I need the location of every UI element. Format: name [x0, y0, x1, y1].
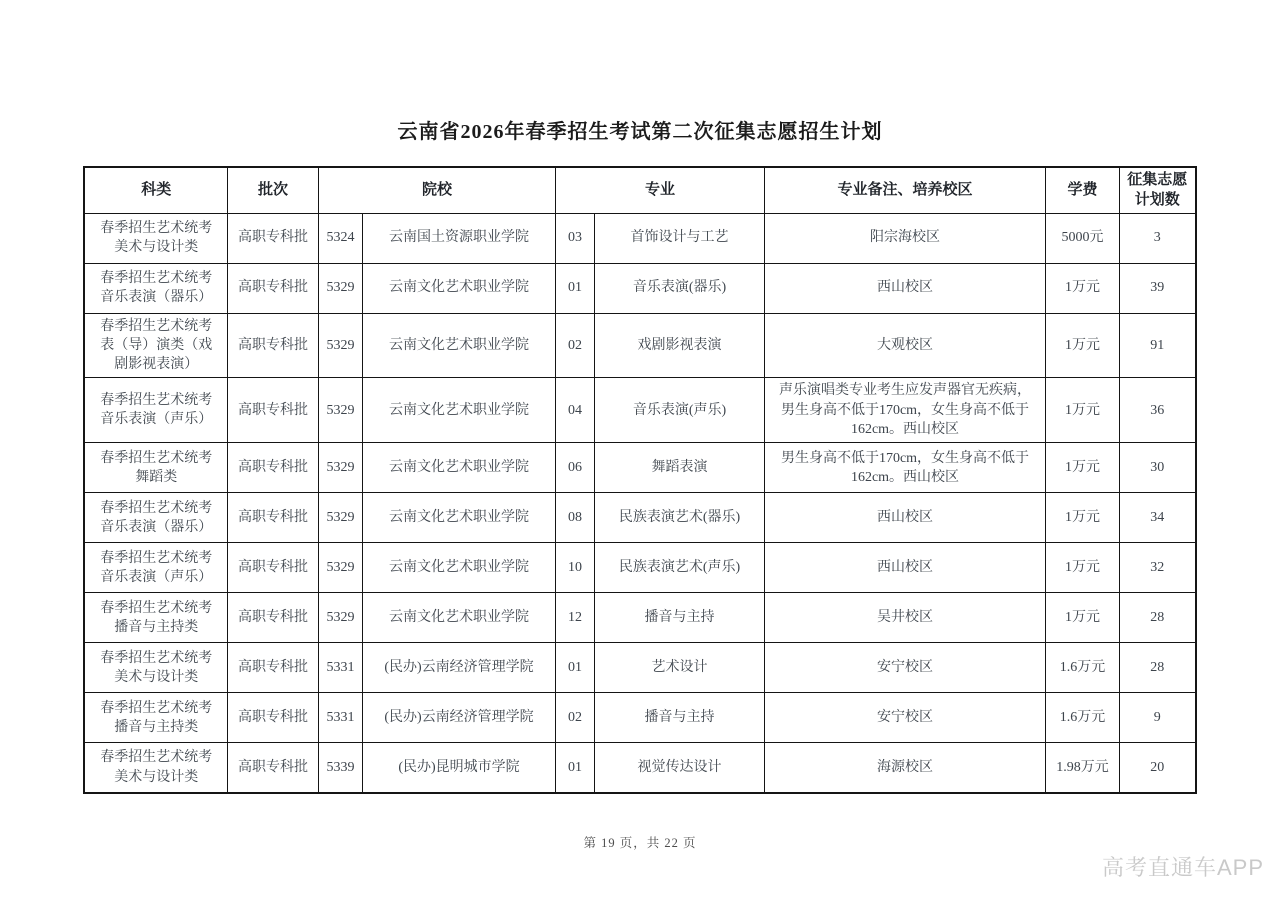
column-header-remark: 专业备注、培养校区: [765, 167, 1046, 213]
cell-batch: 高职专科批: [227, 313, 318, 378]
cell-college-name: 云南文化艺术职业学院: [362, 543, 555, 593]
cell-batch: 高职专科批: [227, 263, 318, 313]
cell-batch: 高职专科批: [227, 443, 318, 493]
cell-major-name: 播音与主持: [595, 693, 765, 743]
column-header-tuition: 学费: [1046, 167, 1120, 213]
cell-college-code: 5331: [318, 693, 362, 743]
table-row: [84, 643, 1195, 693]
column-header-category: 科类: [84, 167, 227, 213]
cell-major-code: 02: [556, 693, 595, 743]
cell-plan-count: 32: [1120, 543, 1196, 593]
page-title: 云南省2026年春季招生考试第二次征集志愿招生计划: [397, 121, 883, 143]
cell-category: 春季招生艺术统考音乐表演（声乐）: [84, 378, 227, 443]
cell-batch: 高职专科批: [227, 378, 318, 443]
cell-major-name: 音乐表演(器乐): [595, 263, 765, 313]
cell-plan-count: 3: [1120, 213, 1196, 263]
cell-plan-count: 30: [1120, 443, 1196, 493]
cell-tuition: 1万元: [1046, 543, 1120, 593]
cell-college-name: 云南文化艺术职业学院: [362, 443, 555, 493]
table-row: [84, 693, 1195, 743]
cell-tuition: 1万元: [1046, 493, 1120, 543]
cell-college-code: 5331: [318, 643, 362, 693]
cell-major-code: 04: [556, 378, 595, 443]
cell-batch: 高职专科批: [227, 543, 318, 593]
cell-plan-count: 91: [1120, 313, 1196, 378]
cell-category: 春季招生艺术统考音乐表演（声乐）: [84, 543, 227, 593]
cell-plan-count: 28: [1120, 593, 1196, 643]
cell-category: 春季招生艺术统考美术与设计类: [84, 743, 227, 793]
cell-category: 春季招生艺术统考播音与主持类: [84, 593, 227, 643]
cell-college-code: 5329: [318, 543, 362, 593]
cell-tuition: 1.98万元: [1046, 743, 1120, 793]
cell-batch: 高职专科批: [227, 493, 318, 543]
cell-college-name: (民办)云南经济管理学院: [362, 643, 555, 693]
cell-college-code: 5339: [318, 743, 362, 793]
table-row: [84, 443, 1195, 493]
cell-major-code: 01: [556, 263, 595, 313]
table-row: [84, 263, 1195, 313]
cell-tuition: 1万元: [1046, 263, 1120, 313]
cell-college-code: 5329: [318, 443, 362, 493]
column-header-college: 院校: [318, 167, 555, 213]
cell-plan-count: 36: [1120, 378, 1196, 443]
cell-major-code: 08: [556, 493, 595, 543]
cell-remark: 吴井校区: [765, 593, 1046, 643]
watermark: 高考直通车APP: [1101, 855, 1264, 880]
cell-college-name: 云南文化艺术职业学院: [362, 593, 555, 643]
table-row: [84, 743, 1195, 793]
cell-major-code: 10: [556, 543, 595, 593]
cell-batch: 高职专科批: [227, 593, 318, 643]
cell-college-name: 云南国土资源职业学院: [362, 213, 555, 263]
cell-category: 春季招生艺术统考表（导）演类（戏剧影视表演）: [84, 313, 227, 378]
cell-remark: 西山校区: [765, 263, 1046, 313]
cell-major-name: 戏剧影视表演: [595, 313, 765, 378]
cell-tuition: 1万元: [1046, 378, 1120, 443]
column-header-batch: 批次: [227, 167, 318, 213]
cell-college-name: 云南文化艺术职业学院: [362, 378, 555, 443]
cell-tuition: 1万元: [1046, 313, 1120, 378]
table-row: [84, 493, 1195, 543]
cell-batch: 高职专科批: [227, 743, 318, 793]
page-footer: 第 19 页，共 22 页: [583, 836, 697, 850]
cell-major-code: 01: [556, 743, 595, 793]
cell-major-code: 02: [556, 313, 595, 378]
cell-college-code: 5324: [318, 213, 362, 263]
cell-major-code: 12: [556, 593, 595, 643]
cell-remark: 男生身高不低于170cm，女生身高不低于162cm。西山校区: [765, 443, 1046, 493]
table-row: [84, 313, 1195, 378]
cell-major-name: 播音与主持: [595, 593, 765, 643]
cell-remark: 安宁校区: [765, 643, 1046, 693]
cell-major-name: 视觉传达设计: [595, 743, 765, 793]
cell-tuition: 1.6万元: [1046, 693, 1120, 743]
cell-batch: 高职专科批: [227, 643, 318, 693]
cell-major-code: 03: [556, 213, 595, 263]
cell-remark: 安宁校区: [765, 693, 1046, 743]
table-row: [84, 378, 1195, 443]
cell-tuition: 1万元: [1046, 593, 1120, 643]
admission-plan-table: [83, 166, 1196, 794]
cell-college-name: 云南文化艺术职业学院: [362, 493, 555, 543]
cell-remark: 西山校区: [765, 543, 1046, 593]
cell-batch: 高职专科批: [227, 693, 318, 743]
cell-major-name: 舞蹈表演: [595, 443, 765, 493]
cell-tuition: 1.6万元: [1046, 643, 1120, 693]
cell-plan-count: 39: [1120, 263, 1196, 313]
cell-batch: 高职专科批: [227, 213, 318, 263]
cell-major-name: 艺术设计: [595, 643, 765, 693]
cell-plan-count: 28: [1120, 643, 1196, 693]
cell-category: 春季招生艺术统考音乐表演（器乐）: [84, 493, 227, 543]
cell-college-name: (民办)云南经济管理学院: [362, 693, 555, 743]
cell-college-code: 5329: [318, 378, 362, 443]
cell-college-name: 云南文化艺术职业学院: [362, 313, 555, 378]
cell-tuition: 5000元: [1046, 213, 1120, 263]
cell-college-code: 5329: [318, 313, 362, 378]
cell-college-code: 5329: [318, 493, 362, 543]
column-header-plan-count: 征集志愿计划数: [1120, 167, 1196, 213]
cell-college-code: 5329: [318, 593, 362, 643]
cell-plan-count: 9: [1120, 693, 1196, 743]
cell-remark: 声乐演唱类专业考生应发声器官无疾病，男生身高不低于170cm，女生身高不低于162cm。西山校区: [765, 378, 1046, 443]
column-header-major: 专业: [556, 167, 765, 213]
cell-college-name: (民办)昆明城市学院: [362, 743, 555, 793]
cell-major-name: 首饰设计与工艺: [595, 213, 765, 263]
cell-category: 春季招生艺术统考美术与设计类: [84, 213, 227, 263]
cell-college-name: 云南文化艺术职业学院: [362, 263, 555, 313]
cell-remark: 西山校区: [765, 493, 1046, 543]
cell-category: 春季招生艺术统考舞蹈类: [84, 443, 227, 493]
table-row: [84, 593, 1195, 643]
cell-major-name: 音乐表演(声乐): [595, 378, 765, 443]
cell-major-name: 民族表演艺术(声乐): [595, 543, 765, 593]
cell-category: 春季招生艺术统考音乐表演（器乐）: [84, 263, 227, 313]
cell-college-code: 5329: [318, 263, 362, 313]
table-row: [84, 543, 1195, 593]
cell-remark: 大观校区: [765, 313, 1046, 378]
cell-remark: 阳宗海校区: [765, 213, 1046, 263]
cell-major-code: 06: [556, 443, 595, 493]
cell-plan-count: 34: [1120, 493, 1196, 543]
cell-plan-count: 20: [1120, 743, 1196, 793]
cell-category: 春季招生艺术统考播音与主持类: [84, 693, 227, 743]
cell-major-name: 民族表演艺术(器乐): [595, 493, 765, 543]
cell-tuition: 1万元: [1046, 443, 1120, 493]
cell-category: 春季招生艺术统考美术与设计类: [84, 643, 227, 693]
table-row: [84, 213, 1195, 263]
cell-remark: 海源校区: [765, 743, 1046, 793]
table-header-row: [84, 167, 1195, 213]
cell-major-code: 01: [556, 643, 595, 693]
